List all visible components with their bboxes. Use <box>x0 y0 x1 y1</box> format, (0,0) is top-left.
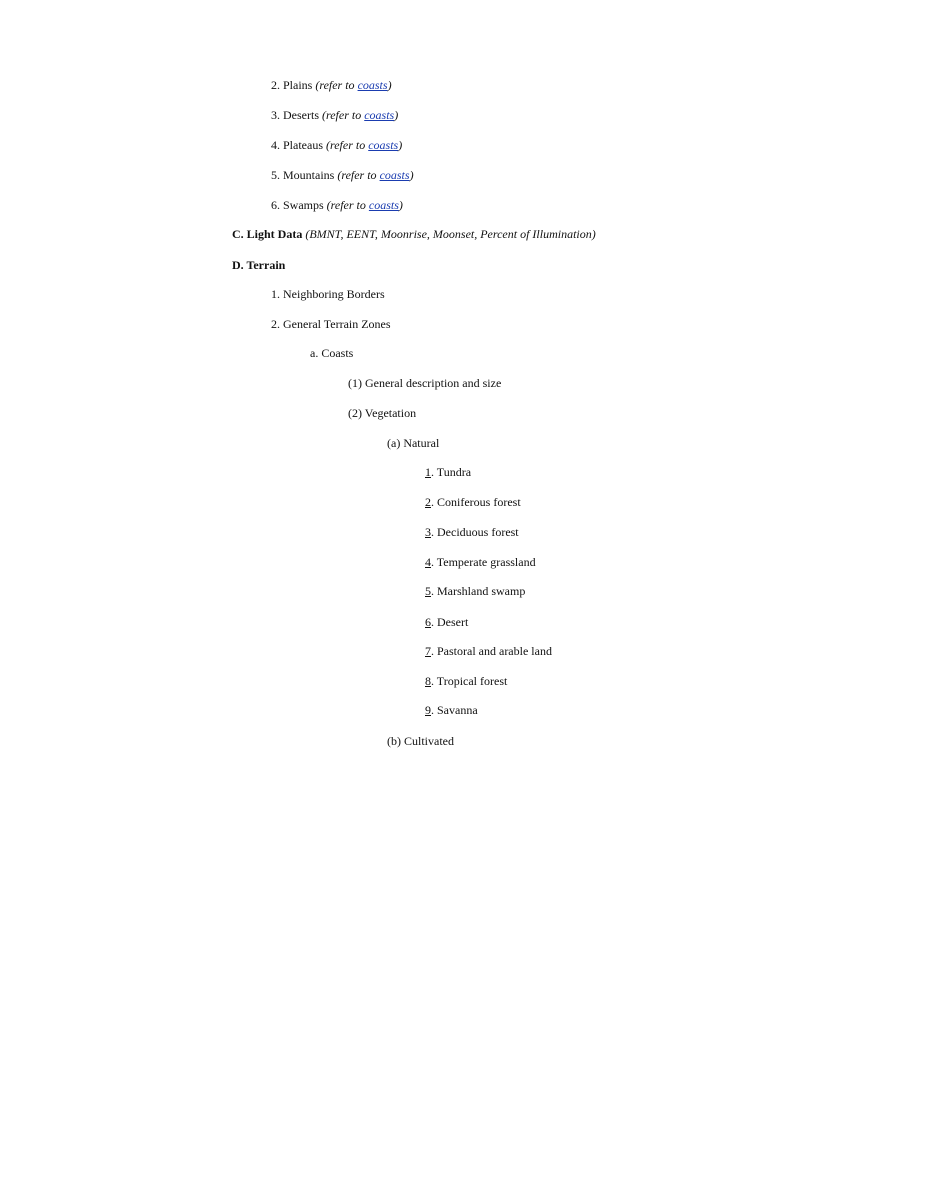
item-label: Mountains <box>283 168 335 182</box>
item-number: 1. <box>271 287 280 301</box>
item-number: 4. <box>271 138 280 152</box>
outline-item-neighboring-borders <box>271 286 385 302</box>
natural-item-pastoral-arable-land <box>425 643 552 659</box>
item-number: 6 <box>425 615 431 629</box>
refer-note <box>315 78 391 92</box>
item-label: . Marshland swamp <box>431 584 526 598</box>
outline-item-mountains <box>271 167 414 183</box>
item-number: 5. <box>271 168 280 182</box>
section-c-light-data <box>232 226 596 242</box>
item-number: 2. <box>271 317 280 331</box>
item-number: 4 <box>425 555 431 569</box>
natural-item-temperate-grassland <box>425 554 536 570</box>
refer-note <box>327 198 403 212</box>
subitem-general-description: (1) General description and size <box>348 376 502 390</box>
outline-item-general-terrain-zones <box>271 316 391 332</box>
subitem-cultivated: (b) Cultivated <box>387 734 454 748</box>
item-label: . Deciduous forest <box>431 525 519 539</box>
item-label: Deserts <box>283 108 319 122</box>
subitem-vegetation: (2) Vegetation <box>348 406 417 420</box>
item-label: . Desert <box>431 615 469 629</box>
refer-note <box>337 168 413 182</box>
refer-prefix: (refer to <box>326 198 369 212</box>
refer-prefix: (refer to <box>322 108 365 122</box>
item-number: 1 <box>425 465 431 479</box>
refer-suffix: ) <box>409 168 414 182</box>
coasts-link[interactable]: coasts <box>379 168 410 182</box>
refer-suffix: ) <box>398 198 403 212</box>
section-d-heading: D. Terrain <box>232 258 286 272</box>
natural-item-savanna <box>425 702 478 718</box>
refer-note <box>322 108 398 122</box>
item-label: . Pastoral and arable land <box>431 644 552 658</box>
coasts-link[interactable]: coasts <box>357 78 388 92</box>
section-c-note: (BMNT, EENT, Moonrise, Moonset, Percent of Illumination) <box>305 227 596 241</box>
subitem-natural: (a) Natural <box>387 436 440 450</box>
natural-item-desert <box>425 614 468 630</box>
coasts-link[interactable]: coasts <box>368 138 399 152</box>
refer-suffix: ) <box>387 78 392 92</box>
item-number: 3. <box>271 108 280 122</box>
natural-item-tundra <box>425 464 471 480</box>
item-label: Neighboring Borders <box>283 287 385 301</box>
coasts-link[interactable]: coasts <box>368 198 399 212</box>
outline-item-swamps <box>271 197 403 213</box>
item-number: 2 <box>425 495 431 509</box>
item-label: Swamps <box>283 198 324 212</box>
refer-prefix: (refer to <box>315 78 358 92</box>
natural-item-tropical-forest <box>425 673 507 689</box>
outline-item-plateaus <box>271 137 402 153</box>
item-number: 2. <box>271 78 280 92</box>
item-number: 6. <box>271 198 280 212</box>
refer-suffix: ) <box>394 108 399 122</box>
natural-item-marshland-swamp <box>425 583 525 599</box>
item-number: 3 <box>425 525 431 539</box>
natural-item-deciduous-forest <box>425 524 519 540</box>
item-label: . Tundra <box>431 465 472 479</box>
item-label: . Savanna <box>431 703 478 717</box>
item-label: . Coniferous forest <box>431 495 521 509</box>
section-c-heading: C. Light Data <box>232 227 303 241</box>
item-number: 7 <box>425 644 431 658</box>
item-label: . Temperate grassland <box>431 555 536 569</box>
item-number: 9 <box>425 703 431 717</box>
item-label: Plains <box>283 78 313 92</box>
outline-item-plains <box>271 77 392 93</box>
subitem-coasts: a. Coasts <box>310 346 354 360</box>
item-label: Plateaus <box>283 138 323 152</box>
refer-prefix: (refer to <box>326 138 369 152</box>
natural-item-coniferous-forest <box>425 494 521 510</box>
item-number: 5 <box>425 584 431 598</box>
refer-suffix: ) <box>398 138 403 152</box>
outline-item-deserts <box>271 107 398 123</box>
item-label: . Tropical forest <box>431 674 508 688</box>
refer-prefix: (refer to <box>337 168 380 182</box>
coasts-link[interactable]: coasts <box>364 108 395 122</box>
item-number: 8 <box>425 674 431 688</box>
refer-note <box>326 138 402 152</box>
item-label: General Terrain Zones <box>283 317 391 331</box>
